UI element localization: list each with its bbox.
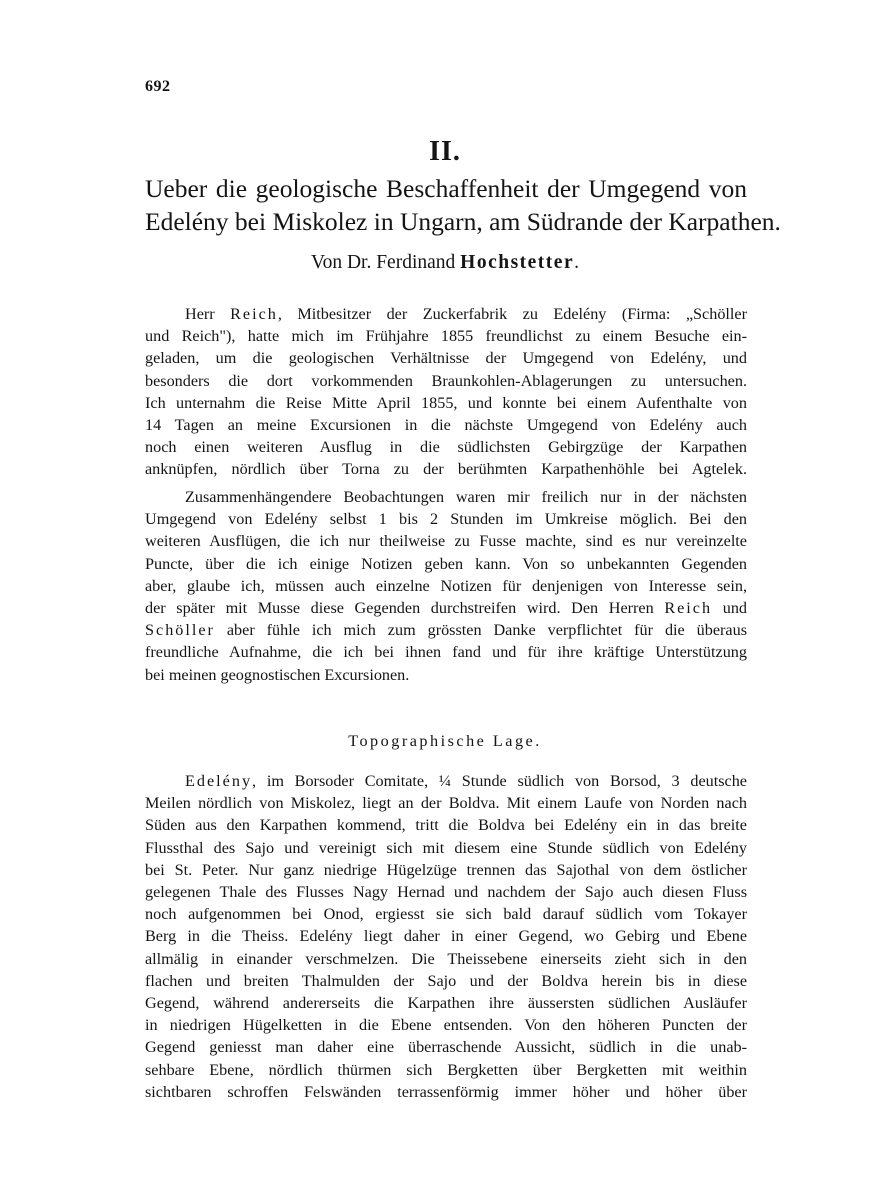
paragraph-introduction	[145, 303, 747, 481]
text-line: bei meinen geognostischen Excursionen.	[145, 665, 410, 684]
text-line: sehbare Ebene, nördlich thürmen sich Bergketten über Bergketten mit weithin	[145, 1060, 747, 1079]
text-line: Süden aus den Karpathen kommend, tritt die Boldva bei Edelény ein in das breite	[145, 816, 747, 835]
text-run: der später mit Musse diese Gegenden durchstreifen wird. Den Herren	[145, 599, 654, 618]
text-line	[145, 303, 747, 325]
text-line: noch aufgenommen bei Onod, ergiesst sie sich bald darauf südlich vom Tokayer	[145, 905, 747, 924]
text-line	[145, 619, 747, 641]
author-suffix: .	[574, 252, 579, 273]
section-heading: Topographische Lage.	[348, 732, 542, 750]
person-name-reich: Reich	[664, 599, 713, 618]
title-line: Ueber die geologische Beschaffenheit der Umgegend von	[145, 174, 747, 203]
paragraph-topography	[145, 770, 747, 1103]
text-line	[145, 597, 747, 619]
text-line: gelegenen Thale des Flusses Nagy Hernad und nachdem der Sajo auch diesen Fluss	[145, 883, 747, 902]
text-line: und Reich"), hatte mich im Frühjahre 1855 freundlichst zu einem Besuche ein-	[145, 327, 747, 346]
text-line	[145, 770, 747, 792]
text-line: anknüpfen, nördlich über Torna zu der berühmten Karpathenhöhle bei Agtelek.	[145, 460, 747, 479]
text-line: Ich unternahm die Reise Mitte April 1855, und konnte bei einem Aufenthalte von	[145, 393, 747, 412]
text-line: sichtbaren schroffen Felswänden terrassenförmig immer höher und höher über	[145, 1082, 747, 1101]
text-line: Zusammenhängendere Beobachtungen waren mir freilich nur in der nächsten	[185, 488, 747, 506]
person-name-reich: Reich	[230, 305, 278, 323]
author-prefix: Von Dr. Ferdinand	[311, 252, 461, 273]
text-line: Flussthal des Sajo und vereinigt sich mit diesem eine Stunde südlich von Edelény	[145, 838, 747, 857]
text-line: 14 Tagen an meine Excursionen in die nächste Umgegend von Edelény auch	[145, 416, 747, 435]
text-line: bei St. Peter. Nur ganz niedrige Hügelzüge trennen das Sajothal von dem östlicher	[145, 860, 747, 879]
article-title	[145, 172, 781, 238]
text-line: Gegend geniesst man daher eine überraschende Aussicht, südlich in die unab-	[145, 1038, 747, 1057]
text-line: Puncte, über die ich einige Notizen geben kann. Von so unbekannten Gegenden	[145, 554, 747, 573]
text-line: weiteren Ausflügen, die ich nur theilweise zu Fusse machte, sind es nur vereinzelte	[145, 532, 747, 551]
section-number: II.	[429, 136, 461, 167]
author-line	[0, 252, 890, 274]
text-run: und	[712, 599, 747, 618]
page-number: 692	[145, 78, 171, 95]
text-line: Umgegend von Edelény selbst 1 bis 2 Stunden im Umkreise möglich. Bei den	[145, 510, 747, 529]
text-line: aber, glaube ich, müssen auch einzelne Notizen für denjenigen von Interesse sein,	[145, 576, 747, 595]
paragraph-observations	[145, 486, 747, 686]
text-line: in niedrigen Hügelketten in die Ebene entsenden. Von den höheren Puncten der	[145, 1016, 747, 1035]
text-run: aber fühle ich mich zum grössten Danke verpflichtet für die überaus	[214, 621, 747, 640]
text-run: , im Borsoder Comitate, ¼ Stunde südlich von Borsod, 3 deutsche	[252, 772, 747, 790]
text-line: Gegend, während andererseits die Karpathen ihre äussersten südlichen Ausläufer	[145, 994, 747, 1013]
text-line: freundliche Aufnahme, die ich bei ihnen fand und für ihre kräftige Unterstützung	[145, 643, 747, 662]
author-name: Hochstetter	[460, 252, 575, 273]
text-line: flachen und breiten Thalmulden der Sajo und der Boldva herein bis in diese	[145, 971, 747, 990]
person-name-schoeller: Schöller	[145, 621, 215, 640]
text-run: Herr	[185, 305, 231, 323]
text-line: besonders die dort vorkommenden Braunkohlen-Ablagerungen zu untersuchen.	[145, 371, 747, 390]
text-line: Meilen nördlich von Miskolez, liegt an der Boldva. Mit einem Laufe von Norden nach	[145, 794, 747, 813]
title-line: Edelény bei Miskolez in Ungarn, am Südrande der Karpathen.	[145, 207, 781, 236]
text-line: geladen, um die geologischen Verhältnisse der Umgegend von Edelény, und	[145, 349, 747, 368]
text-line: Berg in die Theiss. Edelény liegt daher in einer Gegend, wo Gebirg und Ebene	[145, 927, 747, 946]
text-line: noch einen weiteren Ausflug in die südlichsten Gebirgzüge der Karpathen	[145, 438, 747, 457]
text-run: , Mitbesitzer der Zuckerfabrik zu Edelény (Firma: „Schöller	[277, 305, 747, 323]
text-line: allmälig in einander verschmelzen. Die Theissebene einerseits zieht sich in den	[145, 949, 747, 968]
place-name-edeleny: Edelény	[185, 772, 253, 790]
